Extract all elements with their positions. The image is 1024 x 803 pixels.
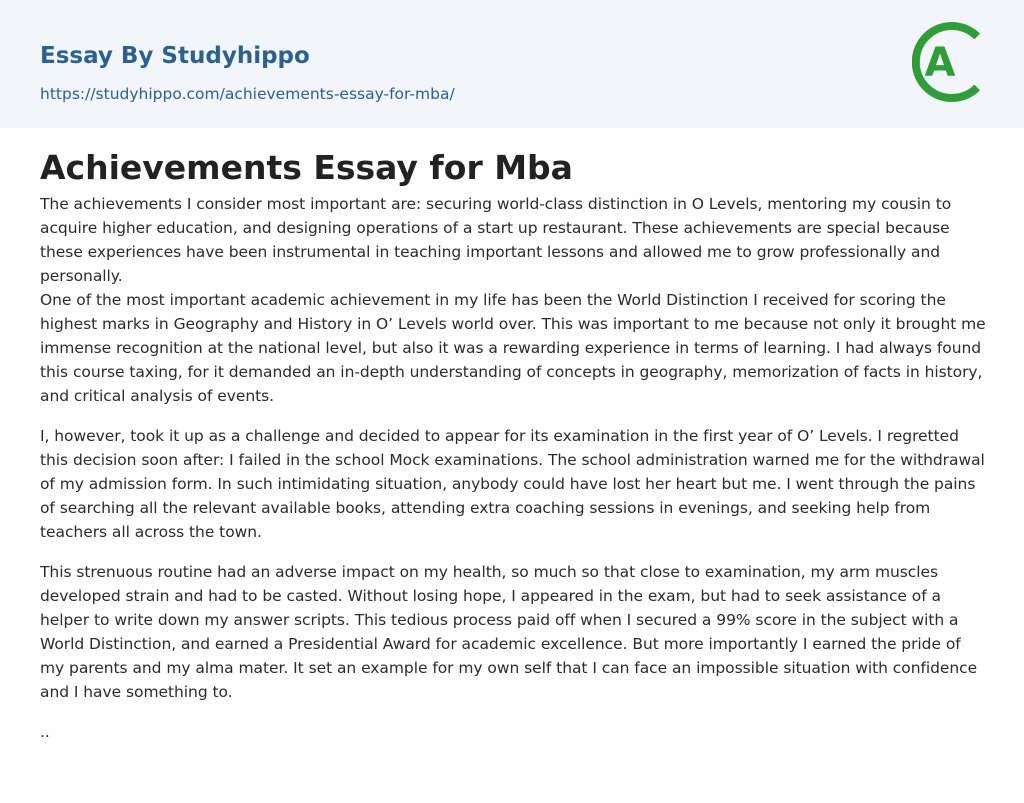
essay-paragraph: The achievements I consider most important are: securing world-class distinction in O Levels, mentoring my cousin to acquire higher education, and designing operations of a start up restaurant. These achievements are special because these experiences have been instrumental in teaching important lessons and allowed me to grow professionally and personally. <box>40 195 952 285</box>
essay-paragraph: One of the most important academic achievement in my life has been the World Distinction I received for scoring the highest marks in Geography and History in O’ Levels world over. This was important to me because not only it brought me immense recognition at the national level, but also it was a rewarding experience in terms of learning. I had always found this course taxing, for it demanded an in-depth understanding of concepts in geography, memorization of facts in history, and critical analysis of events. <box>40 291 986 405</box>
studyhippo-logo-icon[interactable] <box>912 18 988 106</box>
essay-paragraph: This strenuous routine had an adverse impact on my health, so much so that close to examination, my arm muscles developed strain and had to be casted. Without losing hope, I appeared in the exam, but had to seek assistance of a helper to write down my answer scripts. This tedious process paid off when I secured a 99% score in the subject with a World Distinction, and earned a Presidential Award for academic excellence. But more importantly I earned the pride of my parents and my alma mater. It set an example for my own self that I can face an impossible situation with confidence and I have something to. <box>40 563 978 701</box>
essay-paragraph: I, however, took it up as a challenge and decided to appear for its examination in the first year of O’ Levels. I regretted this decision soon after: I failed in the school Mock examinations. The school administration warned me for the withdrawal of my admission form. In such intimidating situation, anybody could have lost her heart but me. I went through the pains of searching all the relevant available books, attending extra coaching sessions in evenings, and seeking help from teachers all across the town. <box>40 427 985 541</box>
site-title[interactable]: Essay By Studyhippo <box>40 43 310 69</box>
site-header <box>0 0 1024 128</box>
page-url-link[interactable]: https://studyhippo.com/achievements-essay-for-mba/ <box>40 85 455 103</box>
essay-content <box>40 144 988 744</box>
essay-truncation-dots: .. <box>40 723 50 741</box>
logo-letter: A <box>924 40 956 86</box>
essay-title: Achievements Essay for Mba <box>40 148 573 187</box>
